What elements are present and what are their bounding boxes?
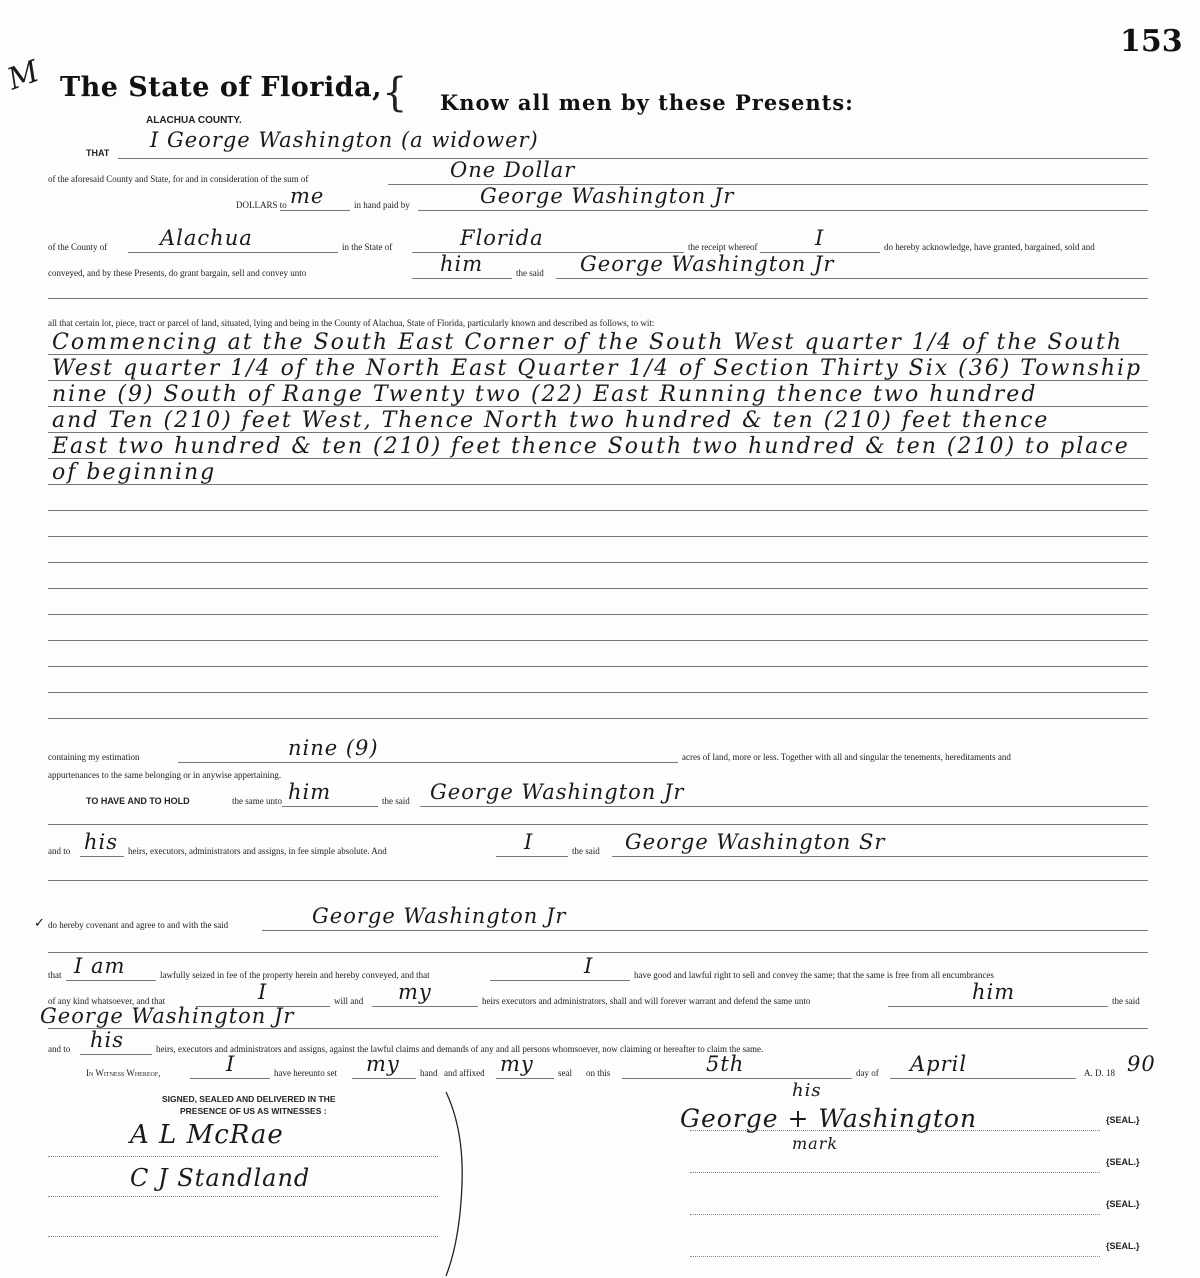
rule-month bbox=[890, 1078, 1076, 1079]
label-hereunto: have hereunto set bbox=[274, 1068, 337, 1078]
rule-sig-2 bbox=[690, 1172, 1100, 1173]
rule-d7 bbox=[48, 510, 1148, 511]
rule-d12 bbox=[48, 640, 1148, 641]
label-that-2: that bbox=[48, 970, 62, 980]
hw-whatsoever-i: I bbox=[258, 980, 268, 1004]
label-the-said-4: the said bbox=[1112, 996, 1140, 1006]
label-heirs-warrant: heirs executors and administrators, shall and will forever warrant and defend the same unto bbox=[482, 996, 811, 1006]
rule-d11 bbox=[48, 614, 1148, 615]
hw-receipt: I bbox=[815, 226, 825, 250]
witness-brace bbox=[440, 1090, 480, 1278]
hw-defend-unto: him bbox=[972, 980, 1016, 1004]
label-good-lawful: have good and lawful right to sell and convey the same; that the same is free from all encumbrances bbox=[634, 970, 994, 980]
rule-blank-3 bbox=[48, 880, 1148, 881]
label-the-said-3: the said bbox=[572, 846, 600, 856]
label-on-this: on this bbox=[586, 1068, 611, 1078]
label-the-said-2: the said bbox=[382, 796, 410, 806]
hw-set-my: my bbox=[366, 1052, 400, 1076]
label-heirs-exec: heirs, executors, administrators and assigns, in fee simple absolute. And bbox=[128, 846, 387, 856]
label-in-state: in the State of bbox=[342, 242, 393, 252]
rule-witness-1 bbox=[48, 1156, 438, 1157]
rule-county bbox=[128, 252, 338, 253]
rule-d10 bbox=[48, 588, 1148, 589]
hw-desc-1: Commencing at the South East Corner of the South West quarter 1/4 of the South bbox=[52, 330, 1124, 355]
seal-4: {SEAL.} bbox=[1106, 1241, 1140, 1251]
label-lawfully: lawfully seized in fee of the property herein and hereby conveyed, and that bbox=[160, 970, 430, 980]
hw-witness-2: C J Standland bbox=[130, 1164, 311, 1192]
label-in-hand: in hand paid by bbox=[354, 200, 410, 210]
label-receipt: the receipt whereof bbox=[688, 242, 758, 252]
hw-state: Florida bbox=[460, 226, 544, 250]
hw-to-have-unto: him bbox=[288, 780, 332, 804]
rule-and-that-i bbox=[490, 980, 630, 981]
hw-will-and: my bbox=[398, 980, 432, 1004]
hw-desc-3: nine (9) South of Range Twenty two (22) East Running thence two hundred bbox=[52, 382, 1038, 407]
label-and-affixed: and affixed bbox=[444, 1068, 485, 1078]
rule-affixed-my bbox=[496, 1078, 554, 1079]
label-containing: containing my estimation bbox=[48, 752, 140, 762]
hw-sig-mark: mark bbox=[792, 1134, 839, 1153]
rule-witness-i bbox=[190, 1078, 270, 1079]
seal-2: {SEAL.} bbox=[1106, 1157, 1140, 1167]
label-same-unto: the same unto bbox=[232, 796, 282, 806]
hw-acres: nine (9) bbox=[288, 736, 379, 760]
hw-desc-6: of beginning bbox=[52, 460, 217, 485]
rule-and-i bbox=[496, 856, 568, 857]
label-ad: A. D. 18 bbox=[1084, 1068, 1115, 1078]
hw-and-said: George Washington Sr bbox=[625, 830, 886, 854]
hw-and-to-his: his bbox=[90, 1028, 125, 1052]
county-heading: ALACHUA COUNTY. bbox=[146, 115, 242, 126]
rule-defend-unto bbox=[888, 1006, 1108, 1007]
rule-the-said bbox=[556, 278, 1148, 279]
hw-grantor: I George Washington (a widower) bbox=[150, 128, 539, 152]
hw-month: April bbox=[910, 1052, 968, 1076]
hw-affixed-my: my bbox=[500, 1052, 534, 1076]
rule-set-my bbox=[352, 1078, 416, 1079]
hw-witness-1: A L McRae bbox=[130, 1120, 284, 1150]
hw-desc-4: and Ten (210) feet West, Thence North two hundred & ten (210) feet thence bbox=[52, 408, 1050, 433]
hw-witness-i: I bbox=[226, 1052, 236, 1076]
rule-sig-1 bbox=[690, 1130, 1100, 1131]
label-in-witness: In Witness Whereof, bbox=[86, 1068, 161, 1078]
rule-sig-4 bbox=[690, 1256, 1100, 1257]
hw-the-said: George Washington Jr bbox=[580, 252, 835, 276]
label-signed-1: SIGNED, SEALED AND DELIVERED IN THE bbox=[162, 1094, 336, 1104]
rule-witness-3 bbox=[48, 1236, 438, 1237]
label-will-and: will and bbox=[334, 996, 364, 1006]
rule-d13 bbox=[48, 666, 1148, 667]
seal-1: {SEAL.} bbox=[1106, 1115, 1140, 1125]
hw-and-i: I bbox=[524, 830, 534, 854]
label-seal-word: seal bbox=[558, 1068, 572, 1078]
hw-desc-5: East two hundred & ten (210) feet thence South two hundred & ten (210) to place bbox=[52, 434, 1130, 459]
hw-said-name: George Washington Jr bbox=[40, 1004, 295, 1028]
know-all-heading: Know all men by these Presents: bbox=[440, 90, 854, 115]
rule-said-name bbox=[48, 1028, 1148, 1029]
label-that: THAT bbox=[86, 148, 110, 158]
label-and-to: and to bbox=[48, 846, 71, 856]
label-of-any-kind: of any kind whatsoever, and that bbox=[48, 996, 166, 1006]
rule-d8 bbox=[48, 536, 1148, 537]
label-all-that: all that certain lot, piece, tract or parcel of land, situated, lying and being in the County of Alachua, State of Florida, particularly known and described as follows, to wit: bbox=[48, 318, 655, 328]
label-signed-2: PRESENCE OF US AS WITNESSES : bbox=[180, 1106, 327, 1116]
label-covenant: do hereby covenant and agree to and with the said bbox=[48, 920, 229, 930]
label-of-county: of the County of bbox=[48, 242, 108, 252]
label-to-have: TO HAVE AND TO HOLD bbox=[86, 796, 190, 806]
hw-day: 5th bbox=[706, 1052, 745, 1076]
hw-to-have-said: George Washington Jr bbox=[430, 780, 685, 804]
label-and-to-2: and to bbox=[48, 1044, 71, 1054]
rule-d14 bbox=[48, 692, 1148, 693]
rule-day bbox=[622, 1078, 852, 1079]
hw-and-to: his bbox=[84, 830, 119, 854]
rule-blank-4 bbox=[48, 952, 1148, 953]
state-title: The State of Florida, bbox=[60, 72, 383, 103]
rule-d9 bbox=[48, 562, 1148, 563]
label-acres: acres of land, more or less. Together with all and singular the tenements, hereditaments and bbox=[682, 752, 1011, 762]
label-the-said: the said bbox=[516, 268, 544, 278]
label-appurtenances: appurtenances to the same belonging or in anywise appertaining. bbox=[48, 770, 282, 780]
label-hand: hand bbox=[420, 1068, 438, 1078]
hw-convey-unto: him bbox=[440, 252, 484, 276]
label-dollars-to: DOLLARS to bbox=[236, 200, 287, 210]
hw-signature: George + Washington bbox=[680, 1104, 978, 1133]
hw-sum: One Dollar bbox=[450, 158, 576, 182]
rule-i-am bbox=[66, 980, 156, 981]
rule-blank-2 bbox=[48, 824, 1148, 825]
header-brace: { bbox=[382, 70, 408, 116]
hw-and-that-i: I bbox=[584, 954, 594, 978]
label-day-of: day of bbox=[856, 1068, 879, 1078]
rule-and-to-his bbox=[80, 1054, 152, 1055]
rule-d15 bbox=[48, 718, 1148, 719]
rule-acres bbox=[178, 762, 678, 763]
hw-covenant: George Washington Jr bbox=[312, 904, 567, 928]
seal-3: {SEAL.} bbox=[1106, 1199, 1140, 1209]
hw-dollars-to: me bbox=[290, 184, 325, 208]
rule-and-to bbox=[80, 856, 124, 857]
label-heirs-claims: heirs, executors and administrators and assigns, against the lawful claims and demands of any and all persons whomsoever, now claiming or hereafter to claim the same. bbox=[156, 1044, 764, 1054]
label-aforesaid: of the aforesaid County and State, for and in consideration of the sum of bbox=[48, 174, 309, 184]
hw-desc-2: West quarter 1/4 of the North East Quarter 1/4 of Section Thirty Six (36) Township bbox=[52, 356, 1143, 381]
rule-and-said bbox=[612, 856, 1148, 857]
rule-blank-1 bbox=[48, 298, 1148, 299]
rule-paid-by bbox=[418, 210, 1148, 211]
hw-sig-his: his bbox=[792, 1080, 822, 1101]
rule-covenant bbox=[262, 930, 1148, 931]
rule-that bbox=[118, 158, 1148, 159]
rule-dollars bbox=[280, 210, 350, 211]
hw-year: 90 bbox=[1127, 1052, 1156, 1076]
rule-to-have-unto bbox=[282, 806, 378, 807]
margin-mark: M bbox=[2, 53, 45, 98]
hw-i-am: I am bbox=[74, 954, 126, 978]
rule-sig-3 bbox=[690, 1214, 1100, 1215]
hw-county: Alachua bbox=[160, 226, 253, 250]
rule-convey-unto bbox=[412, 278, 512, 279]
rule-witness-2 bbox=[48, 1196, 438, 1197]
rule-will-and bbox=[372, 1006, 478, 1007]
label-acknowledge: do hereby acknowledge, have granted, bargained, sold and bbox=[884, 242, 1095, 252]
label-conveyed: conveyed, and by these Presents, do grant bargain, sell and convey unto bbox=[48, 268, 307, 278]
page-number: 153 bbox=[1120, 24, 1183, 59]
hw-paid-by: George Washington Jr bbox=[480, 184, 735, 208]
rule-to-have-said bbox=[420, 806, 1148, 807]
check-mark-icon: ✓ bbox=[34, 916, 45, 931]
